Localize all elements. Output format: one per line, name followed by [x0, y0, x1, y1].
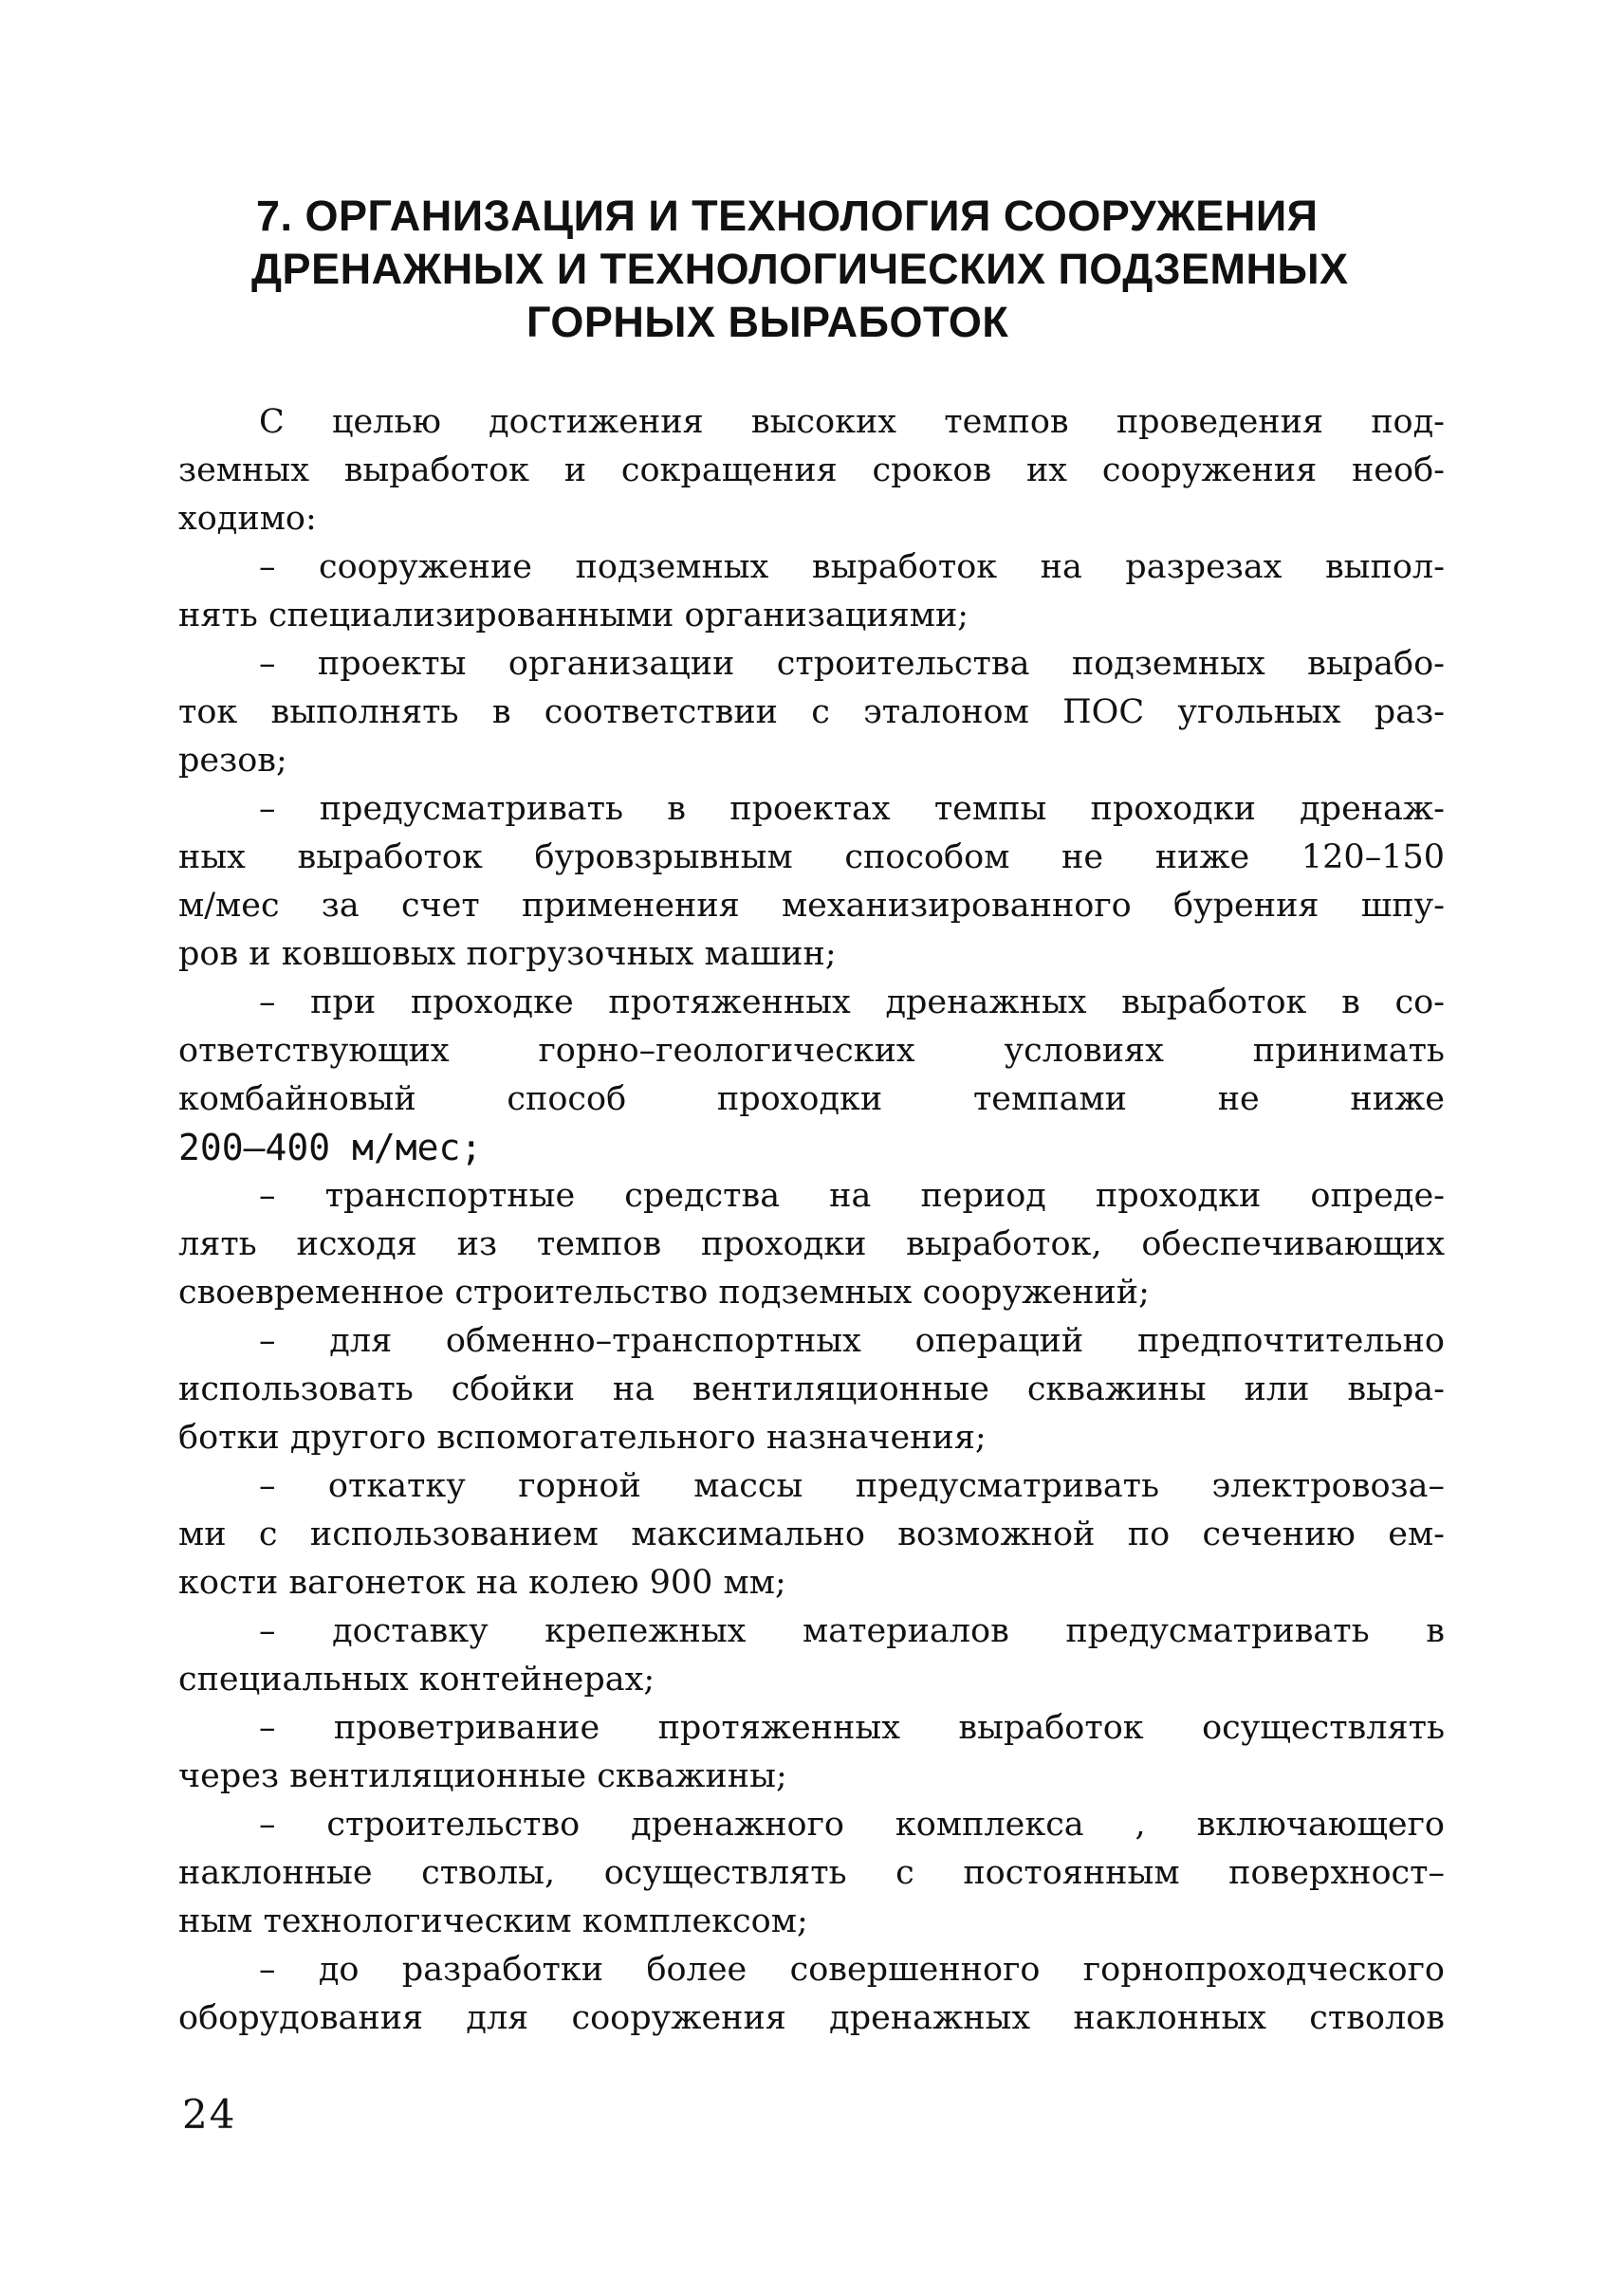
text-line: ток выполнять в соответствии с эталоном ПОС угольных раз- — [178, 693, 1445, 731]
text-line: м/мес за счет применения механизированного бурения шпу- — [178, 887, 1445, 925]
text-line: – сооружение подземных выработок на разрезах выпол- — [259, 548, 1445, 586]
text-line: через вентиляционные скважины; — [178, 1757, 787, 1795]
text-line: использовать сбойки на вентиляционные скважины или выра- — [178, 1370, 1445, 1408]
list-item — [178, 1946, 1445, 2043]
text-line: земных выработок и сокращения сроков их сооружения необ- — [178, 451, 1445, 489]
section-heading — [242, 190, 1380, 349]
text-line: ходимо: — [178, 500, 317, 538]
list-item — [178, 1317, 1445, 1462]
text-line: кости вагонеток на колею 900 мм; — [178, 1564, 786, 1602]
text-line: – откатку горной массы предусматривать электровоза– — [259, 1467, 1445, 1505]
text-line: резов; — [178, 742, 287, 780]
intro-paragraph — [178, 398, 1445, 543]
text-line: – предусматривать в проектах темпы проходки дренаж- — [259, 790, 1445, 828]
text-line: наклонные стволы, осуществлять с постоянным поверхност– — [178, 1854, 1445, 1892]
heading-line-1: 7. ОРГАНИЗАЦИЯ И ТЕХНОЛОГИЯ СООРУЖЕНИЯ — [256, 192, 1319, 240]
text-line: – при проходке протяженных дренажных выработок в со- — [259, 983, 1445, 1021]
list-item — [178, 785, 1445, 979]
list-item — [178, 1704, 1445, 1801]
list-item — [178, 1172, 1445, 1317]
list-item — [178, 1801, 1445, 1946]
text-line: – строительство дренажного комплекса , включающего — [259, 1806, 1445, 1844]
page-number: 24 — [182, 2091, 237, 2138]
text-line: лять исходя из темпов проходки выработок, обеспечивающих — [178, 1225, 1445, 1263]
text-line: комбайновый способ проходки темпами не ниже — [178, 1080, 1445, 1118]
text-line: оборудования для сооружения дренажных наклонных стволов — [178, 1999, 1445, 2037]
list-item — [178, 979, 1445, 1172]
list-item — [178, 1462, 1445, 1607]
text-line: – проекты организации строительства подземных вырабо- — [259, 645, 1445, 683]
list-item — [178, 1607, 1445, 1704]
heading-line-2: ДРЕНАЖНЫХ И ТЕХНОЛОГИЧЕСКИХ ПОДЗЕМНЫХ — [251, 245, 1349, 293]
body-text — [178, 398, 1445, 2043]
text-line: – транспортные средства на период проходки опреде- — [259, 1177, 1445, 1215]
list-item — [178, 543, 1445, 640]
text-line: своевременное строительство подземных сооружений; — [178, 1274, 1150, 1312]
text-line: С целью достижения высоких темпов проведения под- — [259, 403, 1445, 441]
text-line: специальных контейнерах; — [178, 1661, 655, 1699]
text-line: – доставку крепежных материалов предусматривать в — [259, 1612, 1445, 1650]
text-line: ным технологическим комплексом; — [178, 1902, 808, 1940]
text-line: – для обменно–транспортных операций предпочтительно — [259, 1322, 1445, 1360]
text-line: ров и ковшовых погрузочных машин; — [178, 935, 837, 973]
text-line: нять специализированными организациями; — [178, 597, 969, 634]
list-item — [178, 640, 1445, 785]
text-line: ных выработок буровзрывным способом не ниже 120–150 — [178, 838, 1445, 876]
text-line: – до разработки более совершенного горнопроходческого — [259, 1951, 1445, 1989]
text-line: ми с использованием максимально возможной по сечению ем- — [178, 1515, 1445, 1553]
text-line: 200–400 м/мес; — [178, 1127, 483, 1168]
text-line: – проветривание протяженных выработок осуществлять — [259, 1709, 1445, 1747]
heading-line-3: ГОРНЫХ ВЫРАБОТОК — [526, 298, 1009, 346]
text-line: ответствующих горно–геологических условиях принимать — [178, 1032, 1445, 1070]
text-line: ботки другого вспомогательного назначения; — [178, 1419, 987, 1457]
